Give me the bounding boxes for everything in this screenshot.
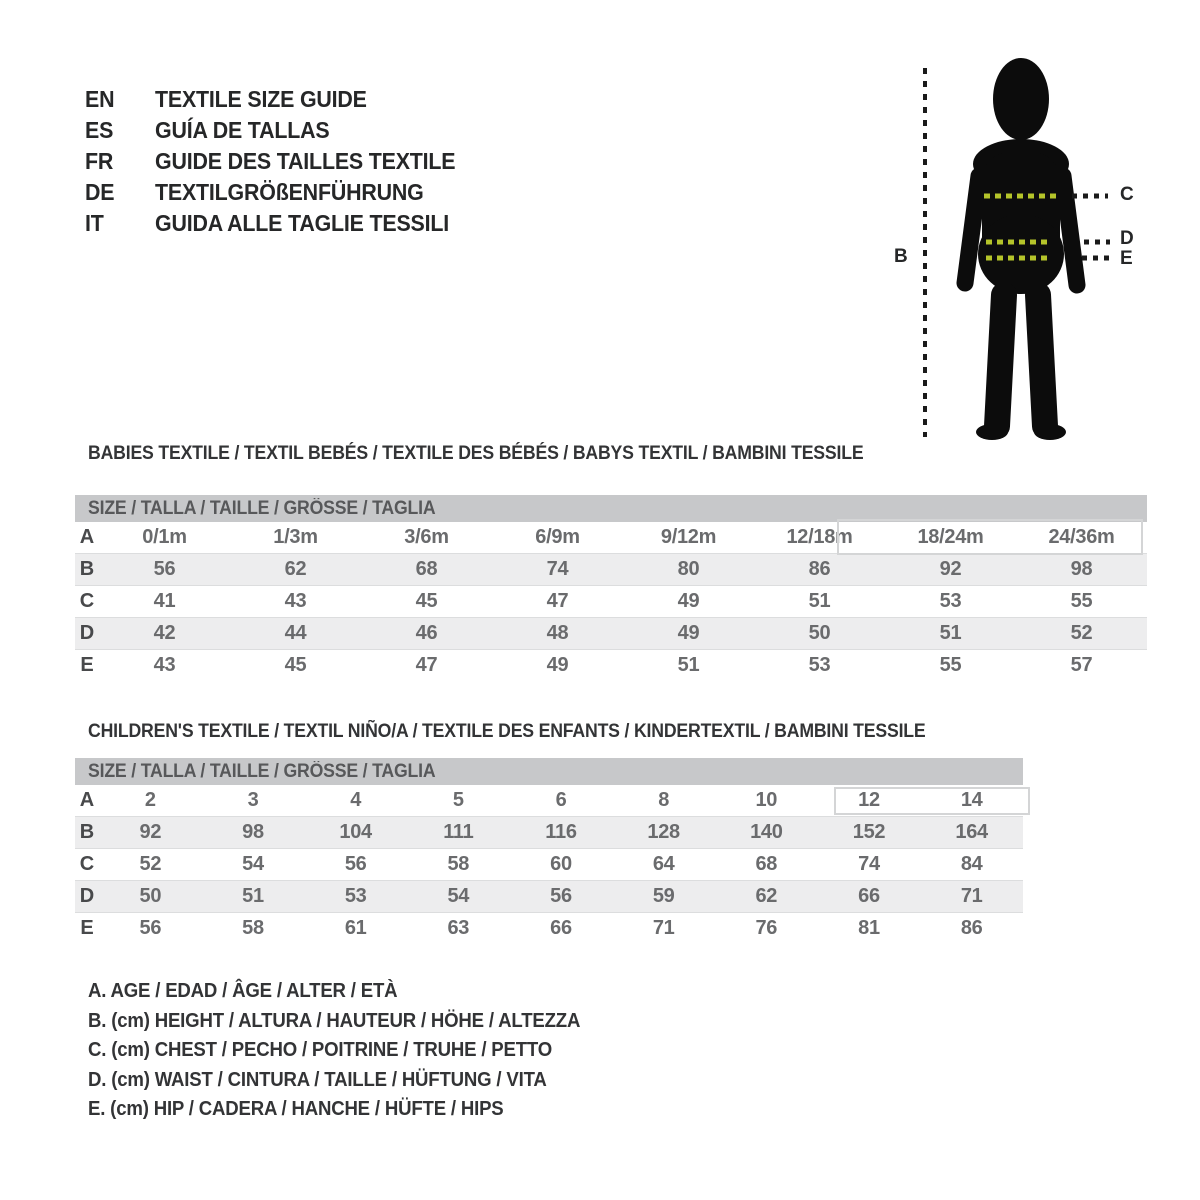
size-value-cell: 12 — [858, 789, 880, 811]
size-value-cell: 84 — [960, 853, 983, 875]
size-value-cell: 45 — [415, 590, 438, 612]
size-value-cell: 44 — [284, 622, 307, 644]
size-value-cell: 56 — [550, 885, 572, 907]
legend-item-chest: C. (cm) CHEST / PECHO / POITRINE / TRUHE / PETTO — [88, 1039, 553, 1062]
size-table-row-b — [75, 553, 1147, 585]
size-value-cell: 1/3m — [273, 526, 318, 548]
lang-code: DE — [85, 179, 115, 205]
size-value-cell: 2 — [144, 789, 156, 811]
size-value-cell: 54 — [242, 853, 264, 875]
row-label: B — [79, 821, 95, 843]
size-table-row-a — [75, 785, 1023, 816]
size-value-cell: 92 — [139, 821, 162, 843]
size-value-cell: 66 — [858, 885, 880, 907]
size-value-cell: 68 — [415, 558, 438, 580]
size-value-cell: 98 — [1070, 558, 1093, 580]
children-size-table — [75, 758, 1023, 944]
figure-label-height: B — [894, 246, 908, 267]
size-value-cell: 56 — [344, 853, 367, 875]
row-label: C — [79, 853, 95, 875]
lang-code: ES — [85, 117, 114, 143]
row-label: B — [79, 558, 95, 580]
size-value-cell: 92 — [939, 558, 962, 580]
size-value-cell: 61 — [344, 917, 367, 939]
size-value-cell: 50 — [139, 885, 162, 907]
size-value-cell: 56 — [153, 558, 176, 580]
size-value-cell: 152 — [852, 821, 886, 843]
size-value-cell: 71 — [652, 917, 675, 939]
size-value-cell: 140 — [750, 821, 783, 843]
size-value-cell: 6 — [555, 789, 567, 811]
lang-row-en — [85, 84, 478, 115]
size-value-cell: 57 — [1070, 654, 1093, 676]
size-value-cell: 6/9m — [535, 526, 580, 548]
size-value-cell: 55 — [1070, 590, 1093, 612]
size-value-cell: 60 — [550, 853, 572, 875]
size-value-cell: 3 — [247, 789, 259, 811]
size-value-cell: 53 — [808, 654, 831, 676]
babies-section-title — [88, 443, 922, 465]
size-table-header-text: SIZE / TALLA / TAILLE / GRÖSSE / TAGLIA — [88, 497, 436, 519]
size-value-cell: 24/36m — [1048, 526, 1115, 548]
size-value-cell: 62 — [755, 885, 778, 907]
row-label: A — [79, 526, 95, 548]
row-label: C — [79, 590, 95, 612]
size-value-cell: 53 — [344, 885, 367, 907]
size-value-cell: 49 — [677, 622, 700, 644]
size-value-cell: 42 — [153, 622, 176, 644]
size-value-cell: 47 — [415, 654, 438, 676]
children-section-title — [88, 721, 989, 743]
legend-item-hip: E. (cm) HIP / CADERA / HANCHE / HÜFTE / HIPS — [88, 1098, 504, 1121]
size-value-cell: 0/1m — [142, 526, 187, 548]
size-value-cell: 43 — [284, 590, 307, 612]
size-value-cell: 10 — [755, 789, 778, 811]
size-value-cell: 9/12m — [660, 526, 717, 548]
lang-code: IT — [85, 210, 104, 236]
babies-size-table — [75, 495, 1147, 681]
lang-title: GUÍA DE TALLAS — [155, 117, 330, 143]
lang-row-it — [85, 208, 478, 239]
size-table-row-d — [75, 617, 1147, 649]
row-label: E — [80, 917, 94, 939]
size-value-cell: 18/24m — [917, 526, 984, 548]
size-value-cell: 45 — [284, 654, 307, 676]
size-table-row-b — [75, 816, 1023, 848]
size-value-cell: 116 — [545, 821, 577, 843]
language-title-list — [85, 84, 478, 239]
size-table-header — [75, 758, 1023, 785]
size-value-cell: 164 — [955, 821, 988, 843]
size-table-row-c — [75, 848, 1023, 880]
child-silhouette-figure — [880, 40, 1200, 460]
legend-item-waist: D. (cm) WAIST / CINTURA / TAILLE / HÜFTUNG / VITA — [88, 1068, 547, 1091]
size-value-cell: 58 — [447, 853, 470, 875]
size-value-cell: 55 — [939, 654, 962, 676]
size-value-cell: 51 — [939, 622, 962, 644]
size-value-cell: 59 — [652, 885, 675, 907]
size-table-row-c — [75, 585, 1147, 617]
legend-item-height: B. (cm) HEIGHT / ALTURA / HAUTEUR / HÖHE / ALTEZZA — [88, 1009, 581, 1032]
size-value-cell: 98 — [242, 821, 264, 843]
size-value-cell: 51 — [242, 885, 264, 907]
size-value-cell: 63 — [447, 917, 470, 939]
size-value-cell: 53 — [939, 590, 962, 612]
figure-label-chest: C — [1120, 184, 1134, 205]
size-value-cell: 74 — [546, 558, 569, 580]
size-value-cell: 62 — [284, 558, 307, 580]
size-value-cell: 76 — [755, 917, 778, 939]
size-value-cell: 54 — [447, 885, 470, 907]
babies-section-title-text: BABIES TEXTILE / TEXTIL BEBÉS / TEXTILE DES BÉBÉS / BABYS TEXTIL / BAMBINI TESSILE — [88, 443, 864, 464]
lang-code: EN — [85, 86, 115, 112]
size-value-cell: 56 — [139, 917, 162, 939]
size-value-cell: 111 — [443, 821, 474, 843]
size-value-cell: 48 — [546, 622, 569, 644]
size-value-cell: 80 — [677, 558, 700, 580]
size-value-cell: 8 — [658, 789, 670, 811]
size-value-cell: 86 — [808, 558, 831, 580]
lang-title: GUIDA ALLE TAGLIE TESSILI — [155, 210, 450, 236]
size-table-header — [75, 495, 1147, 522]
size-value-cell: 50 — [808, 622, 831, 644]
lang-code: FR — [85, 148, 114, 174]
size-value-cell: 104 — [339, 821, 372, 843]
figure-label-waist: D — [1120, 228, 1134, 249]
size-value-cell: 43 — [153, 654, 176, 676]
size-value-cell: 74 — [858, 853, 880, 875]
size-value-cell: 4 — [350, 789, 362, 811]
size-value-cell: 5 — [452, 789, 464, 811]
row-label: D — [79, 885, 95, 907]
size-value-cell: 66 — [550, 917, 572, 939]
legend-item-age: A. AGE / EDAD / ÂGE / ALTER / ETÀ — [88, 980, 398, 1003]
size-value-cell: 86 — [960, 917, 983, 939]
size-table-header-text: SIZE / TALLA / TAILLE / GRÖSSE / TAGLIA — [88, 760, 436, 782]
size-value-cell: 68 — [755, 853, 778, 875]
size-value-cell: 49 — [677, 590, 700, 612]
size-value-cell: 128 — [647, 821, 680, 843]
figure-label-hip: E — [1120, 248, 1133, 269]
size-table-row-d — [75, 880, 1023, 912]
lang-title: TEXTILE SIZE GUIDE — [155, 86, 367, 112]
size-value-cell: 47 — [546, 590, 569, 612]
size-value-cell: 49 — [546, 654, 569, 676]
lang-title: TEXTILGRÖßENFÜHRUNG — [155, 179, 424, 205]
size-value-cell: 64 — [652, 853, 675, 875]
size-value-cell: 41 — [153, 590, 176, 612]
size-value-cell: 52 — [139, 853, 162, 875]
size-table-row-e — [75, 912, 1023, 944]
size-value-cell: 12/18m — [786, 526, 853, 548]
size-value-cell: 46 — [415, 622, 438, 644]
size-value-cell: 51 — [808, 590, 831, 612]
size-value-cell: 14 — [960, 789, 983, 811]
lang-row-es — [85, 115, 478, 146]
size-value-cell: 71 — [960, 885, 983, 907]
lang-row-fr — [85, 146, 478, 177]
row-label: E — [80, 654, 94, 676]
size-value-cell: 81 — [858, 917, 880, 939]
lang-row-de — [85, 177, 478, 208]
size-value-cell: 51 — [677, 654, 700, 676]
row-label: D — [79, 622, 95, 644]
size-value-cell: 58 — [242, 917, 264, 939]
lang-title: GUIDE DES TAILLES TEXTILE — [155, 148, 456, 174]
size-table-row-a — [75, 522, 1147, 553]
size-table-row-e — [75, 649, 1147, 681]
size-value-cell: 52 — [1070, 622, 1093, 644]
children-section-title-text: CHILDREN'S TEXTILE / TEXTIL NIÑO/A / TEXTILE DES ENFANTS / KINDERTEXTIL / BAMBINI TESSILE — [88, 721, 926, 742]
size-value-cell: 3/6m — [404, 526, 449, 548]
row-label: A — [79, 789, 95, 811]
measurement-legend — [88, 977, 617, 1125]
